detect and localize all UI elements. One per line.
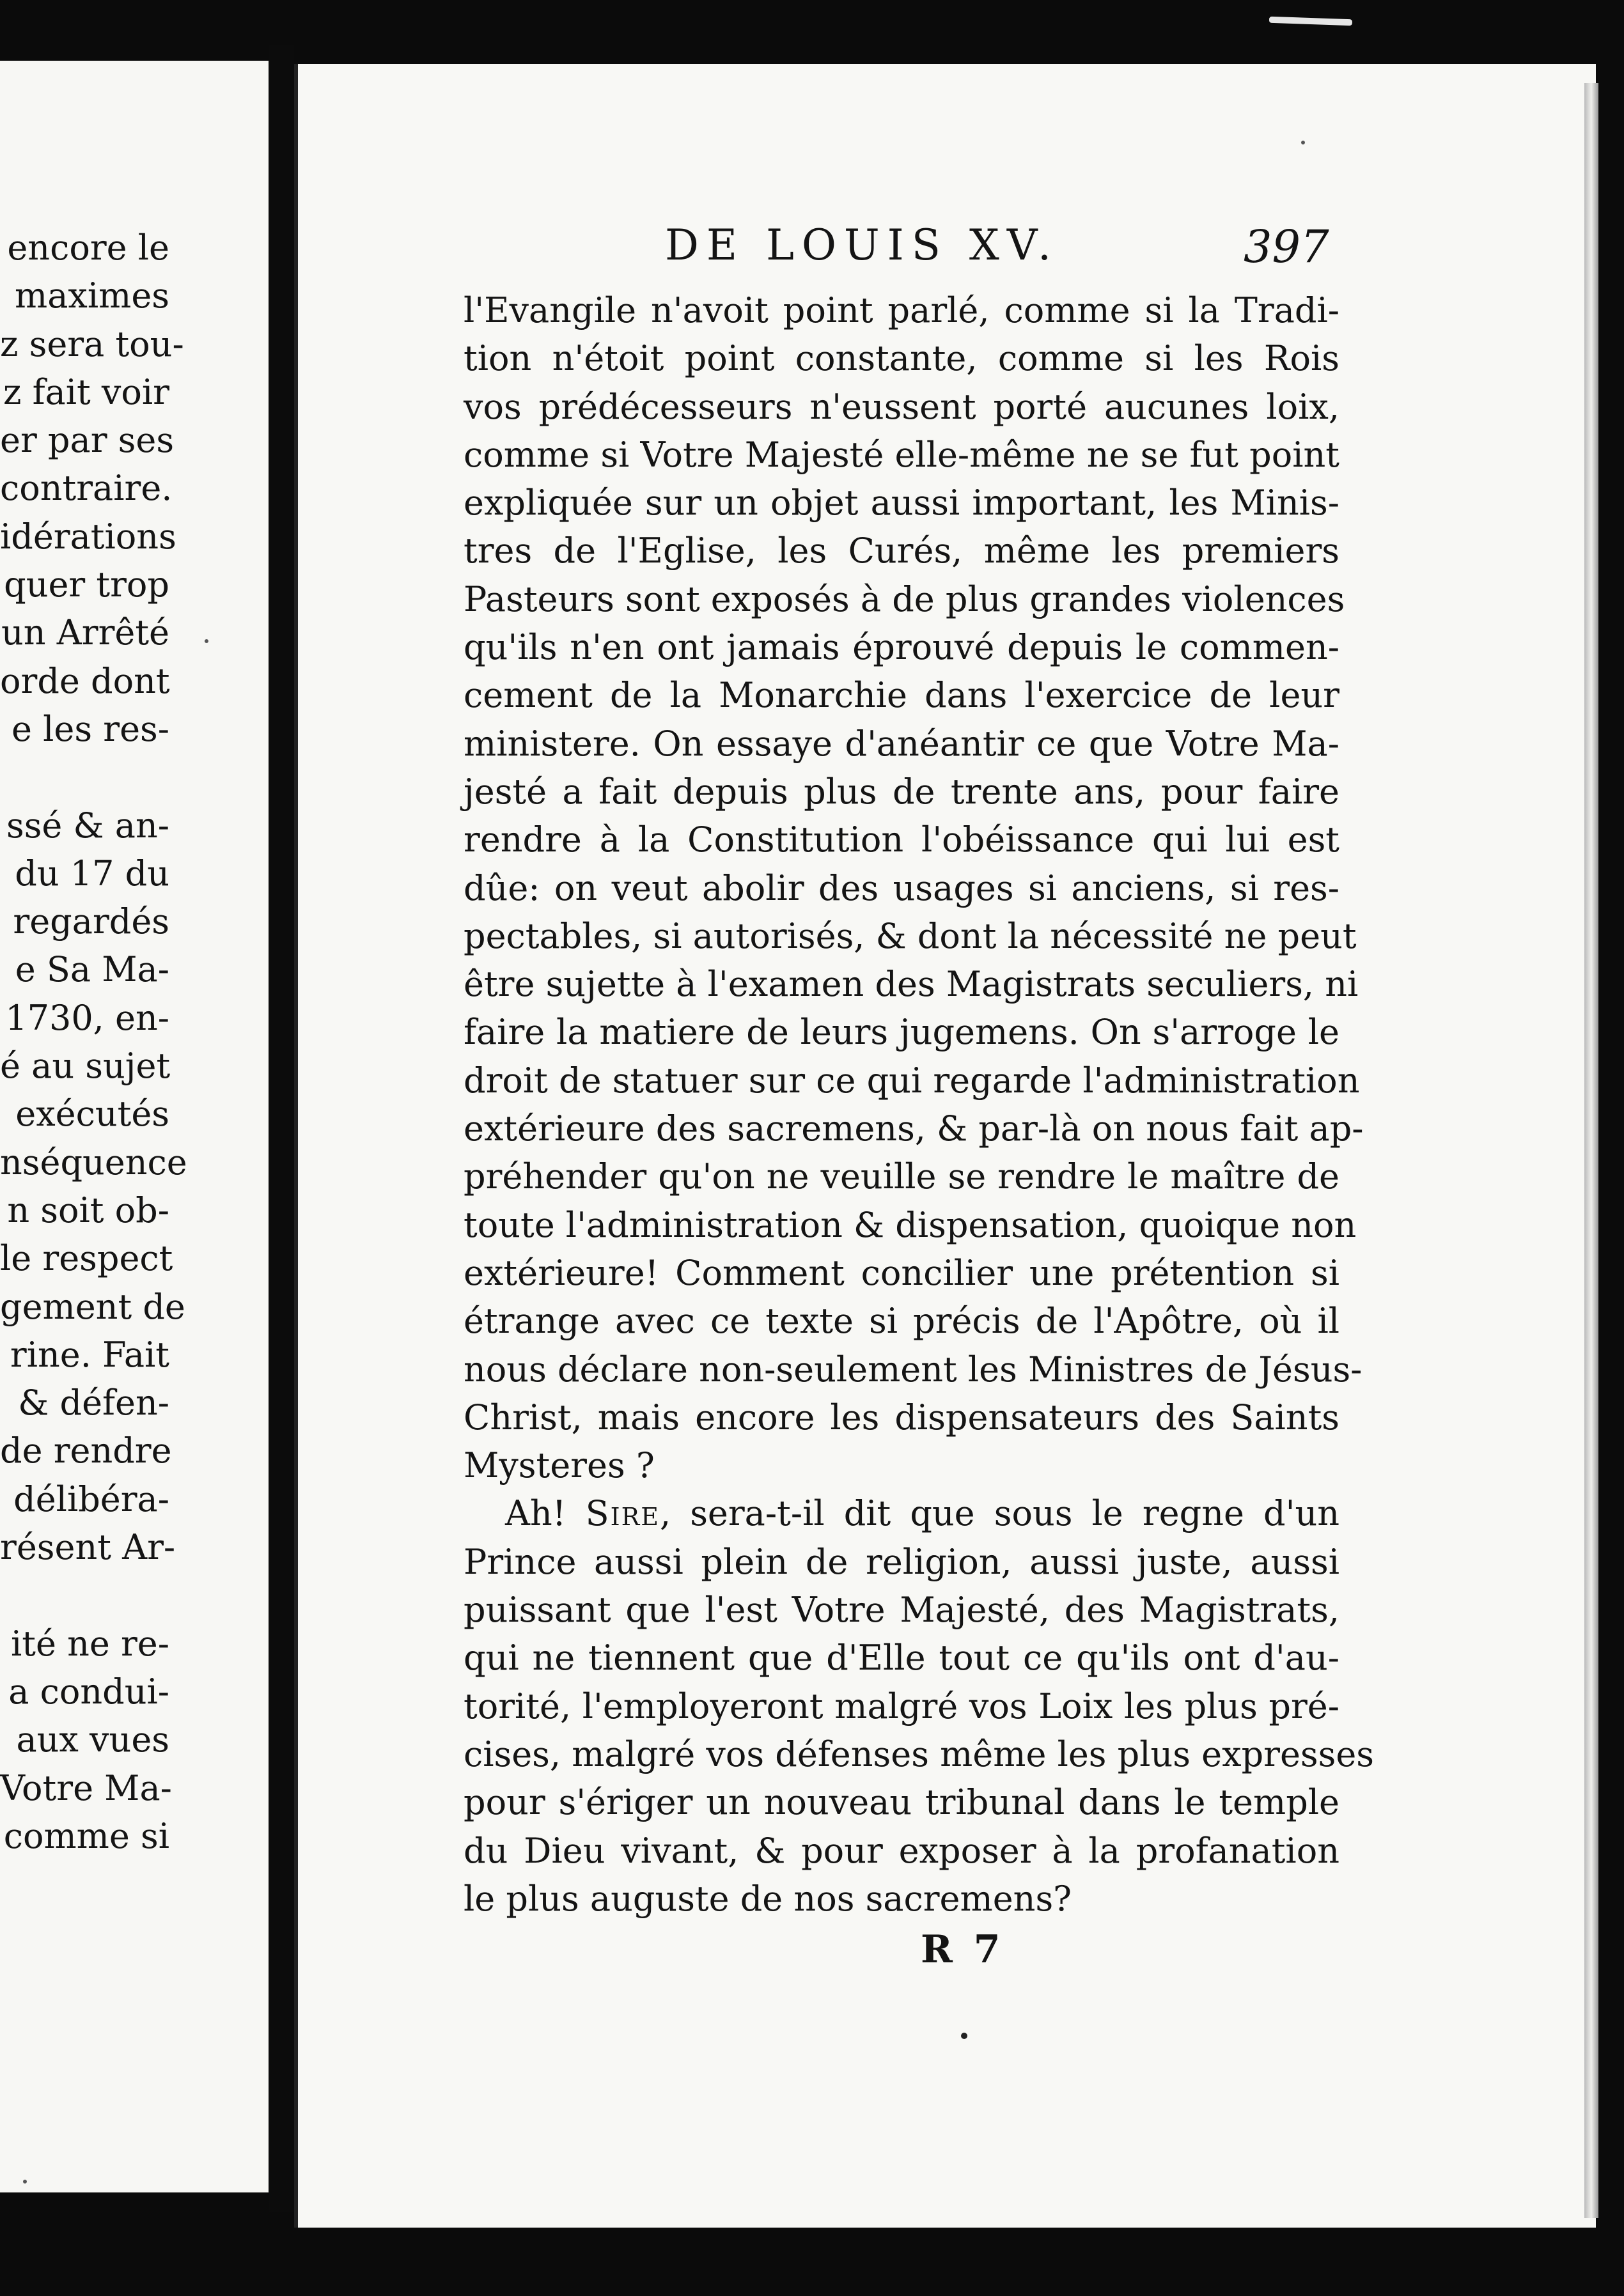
text-line: l'Evangile n'avoit point parlé, comme si la Tradi- [464, 290, 1339, 330]
left-page-line: résent Ar- [0, 1527, 176, 1568]
sire-word: Sire [585, 1493, 660, 1534]
left-page-line: orde dont [0, 660, 170, 701]
paragraph-2-lines [464, 1538, 1375, 1923]
left-page-line: rine. Fait [10, 1334, 169, 1375]
left-page-line: aux vues [16, 1719, 169, 1760]
ink-speck [1301, 141, 1305, 144]
paragraph-1 [464, 286, 1364, 1489]
left-page-line: contraire. [0, 468, 173, 509]
text-line: faire la matiere de leurs jugemens. On s'arroge le [464, 1012, 1339, 1053]
text-line: pour s'ériger un nouveau tribunal dans le temple [464, 1782, 1339, 1823]
left-page-line [0, 1571, 169, 1619]
left-page-line: a condui- [8, 1671, 169, 1712]
text-line: torité, l'employeront malgré vos Loix les plus pré- [464, 1686, 1339, 1726]
left-page-line: é au sujet [0, 1046, 171, 1087]
text-line: Christ, mais encore les dispensateurs des Saints [464, 1397, 1339, 1438]
text-line: extérieure des sacremens, & par-là on nous fait ap- [464, 1108, 1364, 1149]
left-page-line: comme si [3, 1815, 169, 1856]
left-page-line: maximes [15, 275, 169, 316]
left-page-line: ssé & an- [6, 805, 169, 846]
text-line: ministere. On essaye d'anéantir ce que Votre Ma- [464, 723, 1339, 764]
text-line: qu'ils n'en ont jamais éprouvé depuis le commen- [464, 627, 1339, 668]
text-line: droit de statuer sur ce qui regarde l'administration [464, 1060, 1360, 1101]
left-page-line: 1730, en- [5, 997, 169, 1038]
paragraph-2 [464, 1489, 1375, 1923]
text-line: jesté a fait depuis plus de trente ans, pour faire [464, 771, 1339, 812]
text-line: Mysteres ? [464, 1445, 655, 1486]
body-text [464, 286, 1375, 1923]
signature-mark: R 7 [921, 1927, 1004, 1972]
text-fragment: , sera-t-il dit que sous le regne d'un [659, 1493, 1339, 1534]
left-page-line: idérations [0, 516, 176, 557]
left-page-line: le respect [0, 1238, 173, 1279]
left-page-text [0, 224, 187, 1860]
left-page-line [0, 753, 169, 801]
text-line: du Dieu vivant, & pour exposer à la profanation [464, 1830, 1339, 1871]
left-page-line: exécutés [15, 1094, 169, 1135]
text-line: comme si Votre Majesté elle-même ne se fut point [464, 434, 1339, 475]
left-page-line: er par ses [0, 420, 175, 461]
text-line: cises, malgré vos défenses même les plus expresses [464, 1734, 1375, 1774]
scan-mark [1269, 17, 1352, 26]
left-page-line: & défen- [18, 1383, 169, 1423]
text-line: le plus auguste de nos sacremens? [464, 1878, 1072, 1919]
text-line: préhender qu'on ne veuille se rendre le maître de [464, 1156, 1339, 1197]
left-page-line: un Arrêté [1, 612, 169, 653]
book-gutter [269, 45, 294, 2212]
left-page-line: du 17 du [15, 853, 169, 894]
left-page-line: n soit ob- [7, 1190, 169, 1230]
left-page-line: quer trop [4, 564, 169, 605]
text-line: toute l'administration & dispensation, quoique non [464, 1204, 1357, 1245]
ink-dot [961, 2033, 967, 2039]
text-line: Prince aussi plein de religion, aussi juste, aussi [464, 1541, 1339, 1582]
ink-speck [23, 2180, 27, 2184]
page-number: 397 [1244, 221, 1329, 273]
left-page-line: Votre Ma- [0, 1767, 172, 1808]
text-line: être sujette à l'examen des Magistrats seculiers, ni [464, 964, 1359, 1005]
left-page-line: de rendre [0, 1431, 172, 1471]
text-line: Pasteurs sont exposés à de plus grandes violences [464, 578, 1345, 619]
left-page-line: gement de [0, 1286, 185, 1327]
left-page-line: e Sa Ma- [15, 949, 169, 990]
left-page-line: regardés [13, 901, 169, 942]
text-line: extérieure! Comment concilier une prétention si [464, 1252, 1339, 1293]
left-page-line: e les res- [12, 708, 169, 749]
text-line: pectables, si autorisés, & dont la nécessité ne peut [464, 915, 1357, 956]
left-page-line: ité ne re- [10, 1623, 169, 1664]
text-line: étrange avec ce texte si précis de l'Apôtre, où il [464, 1301, 1339, 1342]
text-line: rendre à la Constitution l'obéissance qui lui est [464, 819, 1339, 860]
left-page-line: délibéra- [13, 1478, 169, 1519]
text-line: vos prédécesseurs n'eussent porté aucunes loix, [464, 386, 1339, 427]
left-page-line: z sera tou- [0, 323, 184, 364]
text-line: expliquée sur un objet aussi important, les Minis- [464, 483, 1339, 524]
text-fragment: Ah! [505, 1493, 586, 1534]
text-line: cement de la Monarchie dans l'exercice de leur [464, 675, 1339, 716]
left-page-line: encore le [7, 228, 169, 268]
text-line [464, 1489, 1339, 1537]
text-line: puissant que l'est Votre Majesté, des Magistrats, [464, 1590, 1339, 1631]
text-line: tion n'étoit point constante, comme si les Rois [464, 338, 1339, 379]
ink-speck [205, 639, 208, 643]
page-edge [1584, 83, 1598, 2218]
text-line: nous déclare non-seulement les Ministres de Jésus- [464, 1349, 1362, 1390]
text-line: dûe: on veut abolir des usages si anciens, si res- [464, 867, 1339, 908]
left-page-line: z fait voir [3, 371, 169, 412]
text-line: tres de l'Eglise, les Curés, même les premiers [464, 531, 1339, 571]
left-page-line: nséquence [0, 1142, 187, 1183]
running-head: DE LOUIS XV. [665, 221, 1059, 270]
text-line: qui ne tiennent que d'Elle tout ce qu'ils ont d'au- [464, 1638, 1339, 1679]
